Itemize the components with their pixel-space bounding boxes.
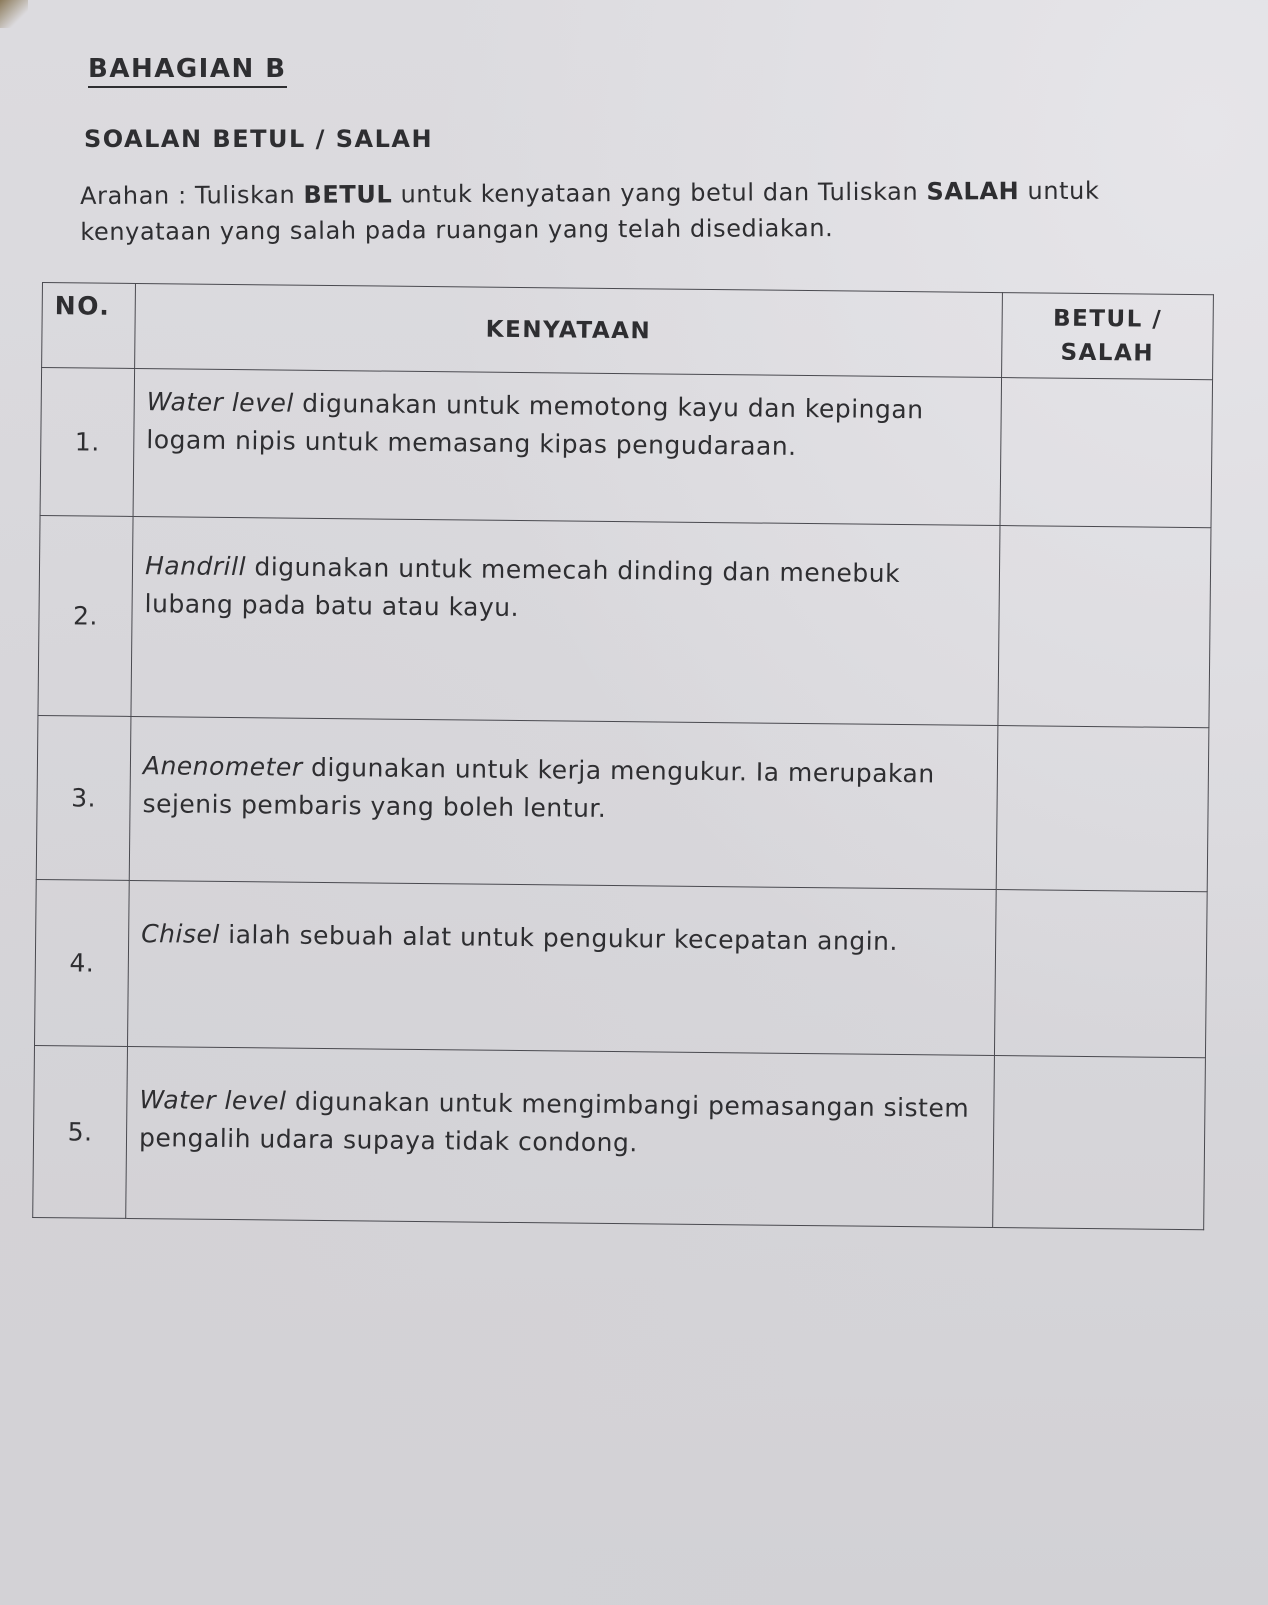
instruction-bold-salah: SALAH	[926, 177, 1020, 206]
row-number: 5.	[33, 1045, 128, 1218]
row-term: Water level	[146, 387, 294, 418]
answer-cell[interactable]	[998, 526, 1211, 728]
table-row	[38, 515, 1211, 727]
table-row	[33, 1045, 1206, 1229]
section-title: BAHAGIAN B	[88, 54, 287, 88]
header-statement: KENYATAAN	[135, 283, 1003, 377]
answer-cell[interactable]	[1000, 378, 1213, 528]
instruction-bold-betul: BETUL	[303, 180, 393, 209]
row-statement-text: digunakan untuk memecah dinding dan menebuk lubang pada batu atau kayu.	[144, 552, 901, 623]
row-number: 4.	[35, 879, 130, 1046]
row-number: 1.	[40, 368, 135, 517]
paper-corner-shadow	[0, 0, 28, 28]
row-term: Chisel	[141, 919, 220, 949]
row-statement-text: ialah sebuah alat untuk pengukur kecepatan angin.	[219, 919, 899, 956]
answer-cell[interactable]	[994, 890, 1207, 1058]
question-table	[32, 282, 1214, 1230]
section-subtitle: SOALAN BETUL / SALAH	[84, 125, 434, 153]
table-header-row	[42, 283, 1214, 380]
header-answer-line-1: BETUL /	[1052, 305, 1163, 333]
row-number: 3.	[36, 715, 131, 880]
row-statement	[133, 368, 1002, 525]
row-statement	[129, 716, 998, 889]
row-term: Water level	[139, 1085, 287, 1116]
instruction-part-2: untuk kenyataan yang betul dan Tuliskan	[392, 177, 927, 209]
row-term: Handrill	[144, 551, 247, 582]
row-statement-text: digunakan untuk mengimbangi pemasangan sistem pengalih udara supaya tidak condong.	[138, 1086, 970, 1158]
row-number: 2.	[38, 515, 133, 716]
header-answer	[1002, 293, 1214, 380]
instruction-part-1: Arahan : Tuliskan	[80, 180, 304, 210]
header-no: NO.	[42, 283, 136, 369]
row-statement	[127, 880, 996, 1055]
instruction-text	[80, 172, 1200, 250]
row-statement-text: digunakan untuk kerja mengukur. Ia merupakan sejenis pembaris yang boleh lentur.	[142, 752, 935, 823]
row-statement-text: digunakan untuk memotong kayu dan kepingan logam nipis untuk memasang kipas pengudaraan.	[146, 388, 924, 461]
row-statement	[126, 1046, 995, 1227]
table-row	[36, 715, 1209, 891]
answer-cell[interactable]	[993, 1056, 1206, 1230]
instruction-part-3: untuk kenyataan yang salah pada ruangan yang telah disediakan.	[80, 176, 1100, 246]
row-term: Anenometer	[142, 751, 303, 782]
answer-cell[interactable]	[996, 726, 1209, 892]
table-row	[40, 368, 1212, 528]
row-statement	[131, 516, 1000, 725]
table-row	[35, 879, 1208, 1057]
header-answer-line-2: SALAH	[1060, 339, 1155, 367]
